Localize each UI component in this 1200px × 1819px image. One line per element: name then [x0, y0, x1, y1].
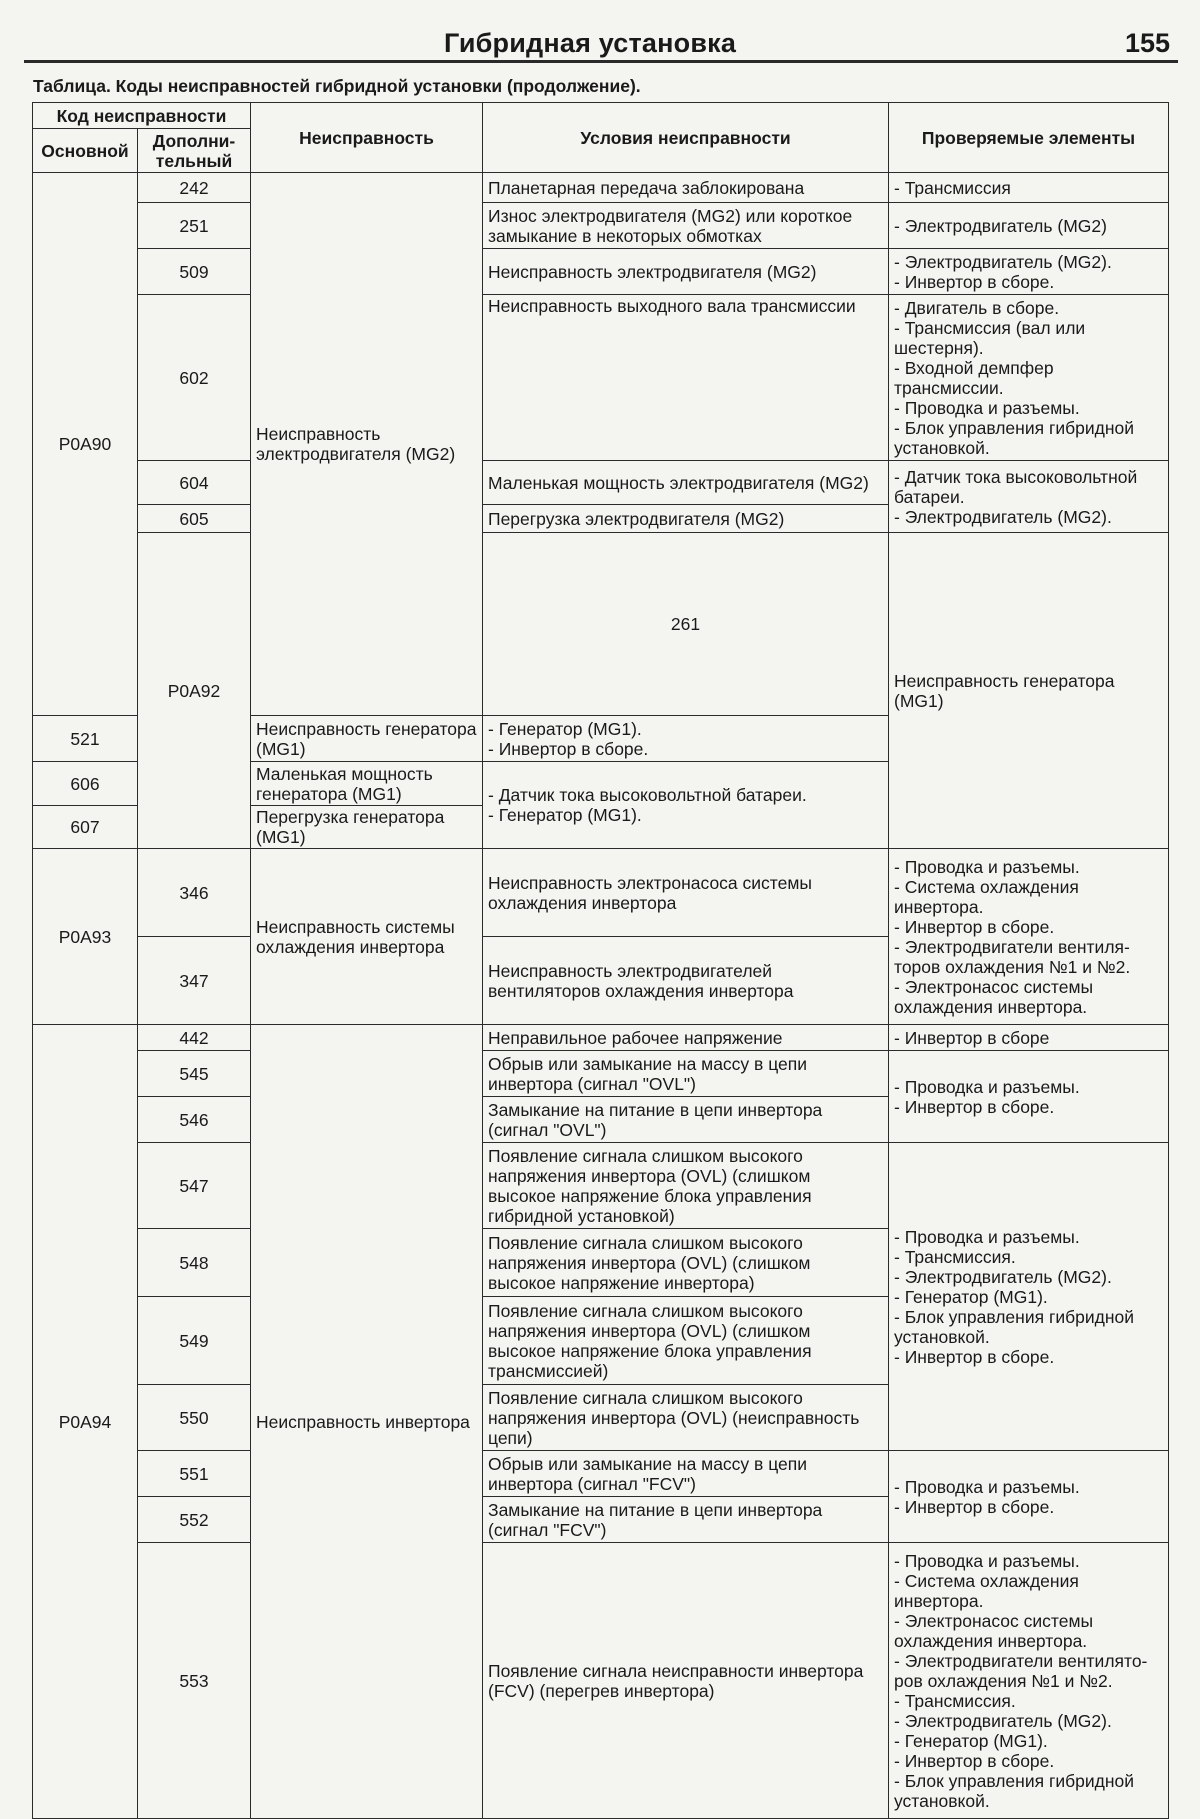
condition-cell: Маленькая мощность электродвигателя (MG2) — [483, 461, 889, 505]
sub-code-cell: 346 — [138, 849, 251, 937]
table-row — [33, 173, 1169, 203]
condition-cell: Появление сигнала неисправности инвертора (FCV) (перегрев инвертора) — [483, 1543, 889, 1819]
check-cell: - Электродвигатель (MG2). - Инвертор в сборе. — [889, 249, 1169, 295]
table-row — [33, 295, 1169, 461]
condition-cell: Перегрузка генератора (MG1) — [251, 806, 483, 849]
check-cell: - Датчик тока высоковольтной батареи. - Электродвигатель (MG2). — [889, 461, 1169, 533]
fault-codes-table — [32, 102, 1169, 1819]
check-cell: - Проводка и разъемы. - Система охлаждения инвертора. - Электронасос системы охлаждения инвертора. - Электродвигатели вентилято-ров охлаждения №1 и №2. - Трансмиссия. - Электродвигатель (MG2). - Генератор (MG1). - Инвертор в сборе. - Блок управления гибридной установкой. — [889, 1543, 1169, 1819]
table-row — [33, 249, 1169, 295]
sub-code-cell: 347 — [138, 937, 251, 1025]
sub-code-cell: 550 — [138, 1385, 251, 1451]
check-cell: - Инвертор в сборе — [889, 1025, 1169, 1051]
table-row — [33, 1143, 1169, 1229]
condition-cell: Износ электродвигателя (MG2) или короткое замыкание в некоторых обмотках — [483, 203, 889, 249]
table-row — [33, 461, 1169, 505]
fault-cell: Неисправность генератора (MG1) — [889, 533, 1169, 849]
condition-cell: Обрыв или замыкание на массу в цепи инвертора (сигнал "FCV") — [483, 1451, 889, 1497]
condition-cell: Появление сигнала слишком высокого напряжения инвертора (OVL) (слишком высокое напряжение блока управления трансмиссией) — [483, 1297, 889, 1385]
sub-code-cell: 442 — [138, 1025, 251, 1051]
conditions-header: Условия неисправности — [483, 103, 889, 173]
condition-cell: Неисправность электронасоса системы охлаждения инвертора — [483, 849, 889, 937]
sub-code-cell: 545 — [138, 1051, 251, 1097]
condition-cell: Неисправность электродвигателя (MG2) — [483, 249, 889, 295]
sub-code-header: Дополни- тельный — [138, 129, 251, 173]
check-cell: - Генератор (MG1). - Инвертор в сборе. — [483, 716, 889, 762]
sub-code-cell: 606 — [33, 762, 138, 806]
table-row — [33, 1051, 1169, 1097]
main-code-cell: P0A94 — [33, 1025, 138, 1819]
condition-cell: Появление сигнала слишком высокого напряжения инвертора (OVL) (неисправность цепи) — [483, 1385, 889, 1451]
main-code-cell: P0A92 — [138, 533, 251, 849]
page-number: 155 — [1124, 28, 1170, 58]
check-cell: - Проводка и разъемы. - Система охлаждения инвертора. - Инвертор в сборе. - Электродвигатели вентиля-торов охлаждения №1 и №2. - Электронасос системы охлаждения инвертора. — [889, 849, 1169, 1025]
main-code-cell: P0A93 — [33, 849, 138, 1025]
condition-cell: Неправильное рабочее напряжение — [483, 1025, 889, 1051]
table-row — [33, 849, 1169, 937]
sub-code-cell: 604 — [138, 461, 251, 505]
condition-cell: Маленькая мощность генератора (MG1) — [251, 762, 483, 806]
condition-cell: Появление сигнала слишком высокого напряжения инвертора (OVL) (слишком высокое напряжение блока управления гибридной установкой) — [483, 1143, 889, 1229]
condition-cell: Неисправность электродвигателей вентиляторов охлаждения инвертора — [483, 937, 889, 1025]
page-title: Гибридная установка — [444, 28, 737, 58]
condition-cell: Замыкание на питание в цепи инвертора (сигнал "FCV") — [483, 1497, 889, 1543]
fault-header: Неисправность — [251, 103, 483, 173]
check-cell: - Проводка и разъемы. - Инвертор в сборе. — [889, 1451, 1169, 1543]
sub-code-cell: 605 — [138, 505, 251, 533]
sub-code-cell: 602 — [138, 295, 251, 461]
condition-cell: Появление сигнала слишком высокого напряжения инвертора (OVL) (слишком высокое напряжение инвертора) — [483, 1229, 889, 1297]
table-caption: Таблица. Коды неисправностей гибридной установки (продолжение). — [33, 76, 641, 96]
sub-code-cell: 553 — [138, 1543, 251, 1819]
table-row — [33, 1451, 1169, 1497]
check-cell: - Двигатель в сборе. - Трансмиссия (вал или шестерня). - Входной демпфер трансмиссии. - Проводка и разъемы. - Блок управления гибридной установкой. — [889, 295, 1169, 461]
sub-code-cell: 546 — [138, 1097, 251, 1143]
sub-code-cell: 261 — [483, 533, 889, 716]
fault-cell: Неисправность электродвигателя (MG2) — [251, 173, 483, 716]
condition-cell: Неисправность выходного вала трансмиссии — [483, 295, 889, 461]
code-group-header: Код неисправности — [33, 103, 251, 129]
fault-cell: Неисправность инвертора — [251, 1025, 483, 1819]
sub-code-cell: 549 — [138, 1297, 251, 1385]
sub-code-cell: 251 — [138, 203, 251, 249]
sub-code-cell: 607 — [33, 806, 138, 849]
sub-code-cell: 521 — [33, 716, 138, 762]
main-code-cell: P0A90 — [33, 173, 138, 716]
condition-cell: Перегрузка электродвигателя (MG2) — [483, 505, 889, 533]
check-cell: - Электродвигатель (MG2) — [889, 203, 1169, 249]
check-cell: - Датчик тока высоковольтной батареи. - Генератор (MG1). — [483, 762, 889, 849]
table-row — [33, 533, 1169, 716]
table-row — [33, 203, 1169, 249]
page-header — [0, 0, 1200, 62]
sub-code-cell: 242 — [138, 173, 251, 203]
fault-cell: Неисправность системы охлаждения инвертора — [251, 849, 483, 1025]
check-header: Проверяемые элементы — [889, 103, 1169, 173]
header-rule — [24, 60, 1178, 63]
sub-code-cell: 552 — [138, 1497, 251, 1543]
sub-code-cell: 547 — [138, 1143, 251, 1229]
sub-code-cell: 509 — [138, 249, 251, 295]
condition-cell: Планетарная передача заблокирована — [483, 173, 889, 203]
check-cell: - Трансмиссия — [889, 173, 1169, 203]
sub-code-cell: 548 — [138, 1229, 251, 1297]
table-row — [33, 1543, 1169, 1819]
condition-cell: Неисправность генератора (MG1) — [251, 716, 483, 762]
sub-code-cell: 551 — [138, 1451, 251, 1497]
main-code-header: Основной — [33, 129, 138, 173]
table-row — [33, 1025, 1169, 1051]
check-cell: - Проводка и разъемы. - Трансмиссия. - Электродвигатель (MG2). - Генератор (MG1). - Блок управления гибридной установкой. - Инвертор в сборе. — [889, 1143, 1169, 1451]
condition-cell: Замыкание на питание в цепи инвертора (сигнал "OVL") — [483, 1097, 889, 1143]
condition-cell: Обрыв или замыкание на массу в цепи инвертора (сигнал "OVL") — [483, 1051, 889, 1097]
check-cell: - Проводка и разъемы. - Инвертор в сборе. — [889, 1051, 1169, 1143]
